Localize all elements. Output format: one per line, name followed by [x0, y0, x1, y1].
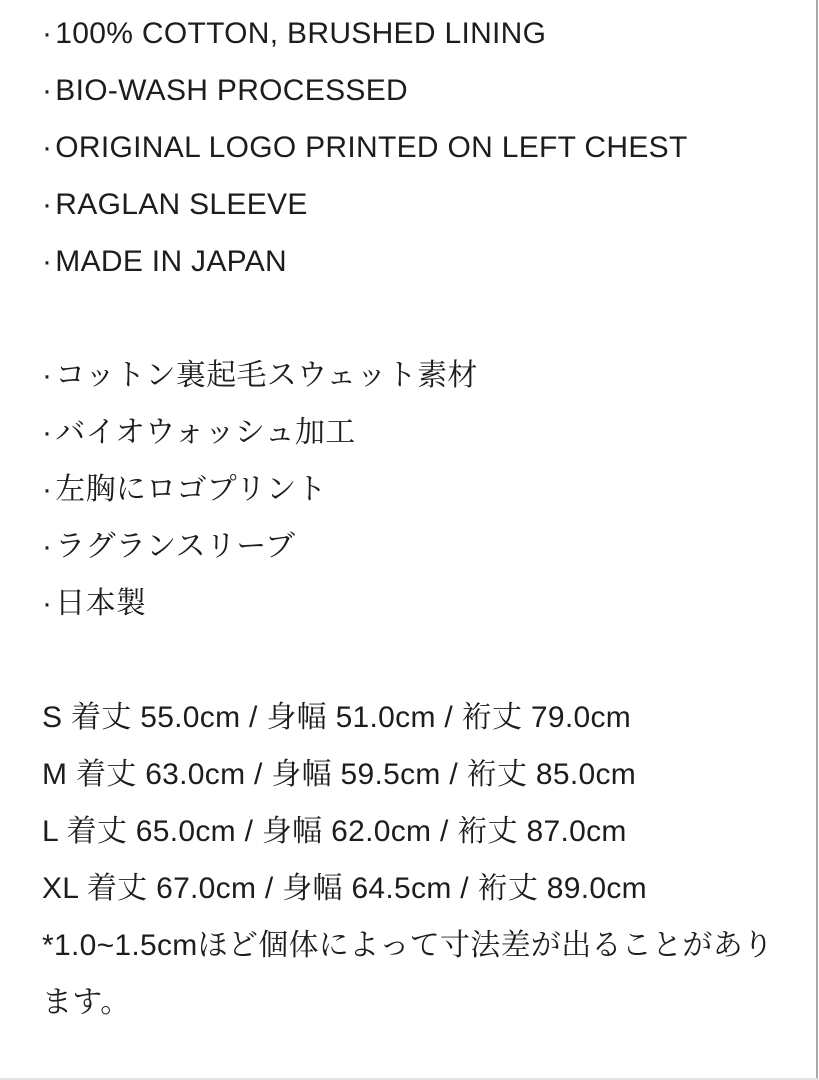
size-variance-note: *1.0~1.5cmほど個体によって寸法差が出ることがあります。 [42, 929, 774, 1019]
feature-text: 左胸にロゴプリント [55, 473, 327, 506]
feature-item-ja [42, 404, 798, 461]
bullet-dot: · [42, 188, 53, 221]
feature-item-en [42, 62, 798, 119]
separator: / [249, 701, 258, 734]
measure-label-sleeve: 裄丈 [477, 872, 539, 905]
size-row [42, 803, 798, 860]
bullet-dot: · [42, 131, 53, 164]
features-english-list [42, 5, 798, 290]
measure-label-sleeve: 裄丈 [457, 815, 518, 848]
measure-label-length: 着丈 [66, 815, 128, 848]
feature-item-ja [42, 347, 798, 404]
bullet-dot: · [42, 74, 53, 107]
feature-text: ラグランスリーブ [55, 530, 296, 563]
bullet-dot: · [42, 587, 53, 620]
feature-text: RAGLAN SLEEVE [55, 188, 308, 221]
feature-item-en [42, 176, 798, 233]
feature-item-en [42, 119, 798, 176]
measure-value-width: 62.0cm [331, 815, 432, 848]
size-label: M [42, 758, 68, 791]
separator: / [264, 872, 274, 905]
feature-text: コットン裏起毛スウェット素材 [55, 359, 478, 392]
bullet-dot: · [42, 530, 53, 563]
measure-value-length: 65.0cm [135, 815, 236, 848]
measure-label-width: 身幅 [261, 815, 323, 848]
measure-value-width: 51.0cm [335, 701, 436, 734]
measure-label-length: 着丈 [86, 872, 148, 905]
bullet-dot: · [42, 245, 53, 278]
features-japanese-list [42, 347, 798, 632]
bullet-dot: · [42, 17, 53, 50]
feature-item-ja [42, 461, 798, 518]
size-row [42, 860, 798, 917]
measure-value-sleeve: 87.0cm [526, 815, 627, 848]
measure-value-length: 67.0cm [156, 872, 257, 905]
measure-label-width: 身幅 [271, 758, 332, 791]
measure-value-sleeve: 89.0cm [546, 872, 647, 905]
measure-label-length: 着丈 [75, 758, 137, 791]
measure-value-width: 59.5cm [340, 758, 441, 791]
separator: / [444, 701, 454, 734]
bullet-dot: · [42, 416, 53, 449]
separator: / [449, 758, 459, 791]
feature-text: ORIGINAL LOGO PRINTED ON LEFT CHEST [55, 131, 688, 164]
separator: / [254, 758, 263, 791]
size-label: L [42, 815, 58, 848]
measure-value-length: 55.0cm [140, 701, 241, 734]
bullet-dot: · [42, 359, 53, 392]
size-label: XL [42, 872, 79, 905]
measure-value-length: 63.0cm [145, 758, 246, 791]
measure-label-sleeve: 裄丈 [466, 758, 528, 791]
measure-value-width: 64.5cm [351, 872, 452, 905]
size-chart [42, 689, 798, 1031]
separator: / [244, 815, 254, 848]
measure-label-width: 身幅 [282, 872, 343, 905]
separator: / [439, 815, 449, 848]
measure-label-sleeve: 裄丈 [461, 701, 523, 734]
separator: / [460, 872, 469, 905]
feature-item-en [42, 5, 798, 62]
size-row [42, 689, 798, 746]
feature-text: MADE IN JAPAN [55, 245, 288, 278]
feature-text: バイオウォッシュ加工 [55, 416, 356, 449]
bullet-dot: · [42, 473, 53, 506]
feature-text: BIO-WASH PROCESSED [55, 74, 408, 107]
feature-item-ja [42, 575, 798, 632]
measure-value-sleeve: 85.0cm [535, 758, 637, 791]
size-row [42, 746, 798, 803]
measure-label-width: 身幅 [266, 701, 327, 734]
feature-text: 日本製 [55, 587, 147, 620]
measure-label-length: 着丈 [70, 701, 132, 734]
page-right-border [816, 0, 818, 1080]
feature-text: 100% COTTON, BRUSHED LINING [55, 17, 547, 50]
feature-item-ja [42, 518, 798, 575]
measure-value-sleeve: 79.0cm [530, 701, 632, 734]
size-label: S [42, 701, 63, 734]
feature-item-en [42, 233, 798, 290]
